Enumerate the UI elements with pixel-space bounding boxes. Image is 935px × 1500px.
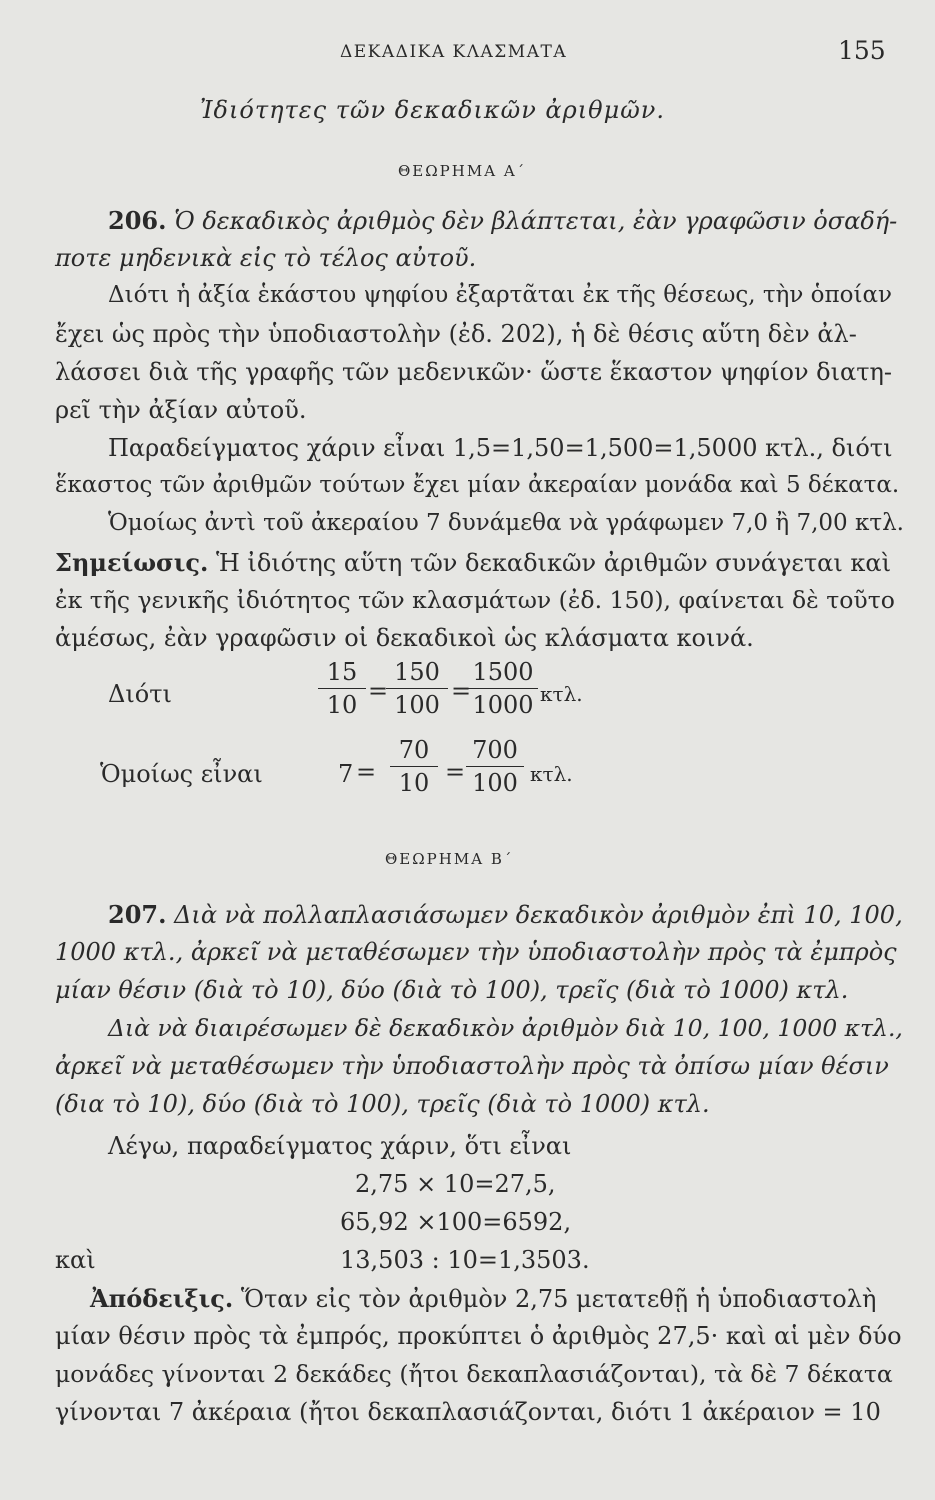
paragraph-line: ἕκαστος τῶν ἀριθμῶν τούτων ἔχει μίαν ἀκεραίαν μονάδα καὶ 5 δέκατα. <box>55 472 900 498</box>
equation-tail: κτλ. <box>540 682 583 706</box>
numerator: 150 <box>386 660 448 689</box>
fraction <box>468 660 538 717</box>
statement-line: Διὰ νὰ διαιρέσωμεν δὲ δεκαδικὸν ἀριθμὸν διὰ 10, 100, 1000 κτλ., <box>108 1014 903 1042</box>
fraction <box>318 660 366 717</box>
statement-text: Ὁ δεκαδικὸς ἀριθμὸς δὲν βλάπτεται, ἐὰν γραφῶσιν ὁσαδή- <box>174 207 898 235</box>
example-conjunction: καὶ <box>55 1246 96 1274</box>
numerator: 15 <box>318 660 366 689</box>
article-number-207: 207. <box>108 900 167 929</box>
example-equation: 2,75 × 10=27,5, <box>355 1170 556 1198</box>
statement-text: Διὰ νὰ πολλαπλασιάσωμεν δεκαδικὸν ἀριθμὸν ἐπὶ 10, 100, <box>174 901 903 929</box>
proof-line: μονάδες γίνονται 2 δεκάδες (ἤτοι δεκαπλασιάζονται), τὰ δὲ 7 δέκατα <box>55 1360 893 1388</box>
paragraph-line: ἀμέσως, ἐὰν γραφῶσιν οἱ δεκαδικοὶ ὡς κλάσματα κοινά. <box>55 624 754 652</box>
running-header: ΔΕΚΑΔΙΚΑ ΚΛΑΣΜΑΤΑ <box>340 42 568 62</box>
article-number-206: 206. <box>108 206 167 235</box>
equation-1-label: Διότι <box>108 680 172 708</box>
paragraph-line: Ὁμοίως ἀντὶ τοῦ ἀκεραίου 7 δυνάμεθα νὰ γράφωμεν 7,0 ἢ 7,00 κτλ. <box>108 510 904 536</box>
denominator: 10 <box>326 691 358 719</box>
statement-line: ἀρκεῖ νὰ μεταθέσωμεν τὴν ὑποδιαστολὴν πρὸς τὰ ὀπίσω μίαν θέσιν <box>55 1052 889 1080</box>
paragraph-line: ρεῖ τὴν ἀξίαν αὐτοῦ. <box>55 396 307 424</box>
proof-line: γίνονται 7 ἀκέραια (ἤτοι δεκαπλασιάζονται, διότι 1 ἀκέραιον = 10 <box>55 1398 881 1426</box>
note-label: Σημείωσις. <box>55 548 209 577</box>
denominator: 100 <box>394 691 440 719</box>
equals-sign: = <box>451 677 472 705</box>
theorem-a-statement-line-2: ποτε μηδενικὰ εἰς τὸ τέλος αὐτοῦ. <box>55 244 477 272</box>
numerator: 700 <box>466 738 524 767</box>
equals-sign: = <box>445 758 466 786</box>
fraction <box>466 738 524 795</box>
equals-sign: = <box>356 758 377 786</box>
note-line-1 <box>55 548 891 577</box>
equation-tail: κτλ. <box>530 762 573 786</box>
proof-text: Ὅταν εἰς τὸν ἀριθμὸν 2,75 μετατεθῇ ἡ ὑποδιαστολὴ <box>240 1285 877 1313</box>
numerator: 70 <box>390 738 438 767</box>
example-equation: 13,503 : 10=1,3503. <box>340 1246 590 1274</box>
example-intro: Λέγω, παραδείγματος χάριν, ὅτι εἶναι <box>108 1132 572 1160</box>
note-text: Ἡ ἰδιότης αὕτη τῶν δεκαδικῶν ἀριθμῶν συνάγεται καὶ <box>215 549 891 577</box>
denominator: 10 <box>398 769 430 797</box>
numerator: 1500 <box>468 660 538 689</box>
fraction <box>390 738 438 795</box>
statement-line: μίαν θέσιν (διὰ τὸ 10), δύο (διὰ τὸ 100), τρεῖς (διὰ τὸ 1000) κτλ. <box>55 976 849 1004</box>
paragraph-line: Διότι ἡ ἀξία ἑκάστου ψηφίου ἐξαρτᾶται ἐκ τῆς θέσεως, τὴν ὁποίαν <box>108 282 892 308</box>
equation-lead-value: 7 <box>338 760 354 788</box>
denominator: 100 <box>472 769 518 797</box>
proof-line-1 <box>90 1284 876 1313</box>
denominator: 1000 <box>472 691 534 719</box>
page-number: 155 <box>838 36 886 65</box>
paragraph-line: ἐκ τῆς γενικῆς ἰδιότητος τῶν κλασμάτων (ἐδ. 150), φαίνεται δὲ τοῦτο <box>55 586 895 614</box>
section-title: Ἰδιότητες τῶν δεκαδικῶν ἀριθμῶν. <box>200 96 665 124</box>
statement-line: (δια τὸ 10), δύο (διὰ τὸ 100), τρεῖς (διὰ τὸ 1000) κτλ. <box>55 1090 710 1118</box>
theorem-b-statement-line-1 <box>108 900 903 929</box>
example-equation: 65,92 ×100=6592, <box>340 1208 572 1236</box>
equation-2-label: Ὁμοίως εἶναι <box>100 760 263 788</box>
paragraph-line: Παραδείγματος χάριν εἶναι 1,5=1,50=1,500=1,5000 κτλ., διότι <box>108 434 893 462</box>
theorem-a-heading: ΘΕΩΡΗΜΑ Α΄ <box>398 162 527 180</box>
paragraph-line: ἔχει ὡς πρὸς τὴν ὑποδιαστολὴν (ἐδ. 202), ἡ δὲ θέσις αὕτη δὲν ἀλ- <box>55 320 857 348</box>
paragraph-line: λάσσει διὰ τῆς γραφῆς τῶν μεδενικῶν· ὥστε ἕκαστον ψηφίον διατη- <box>55 358 893 386</box>
equals-sign: = <box>368 677 389 705</box>
statement-line: 1000 κτλ., ἀρκεῖ νὰ μεταθέσωμεν τὴν ὑποδιαστολὴν πρὸς τὰ ἐμπρὸς <box>55 938 897 966</box>
theorem-a-statement-line-1 <box>108 206 897 235</box>
fraction <box>386 660 448 717</box>
proof-line: μίαν θέσιν πρὸς τὰ ἐμπρός, προκύπτει ὁ ἀριθμὸς 27,5· καὶ αἱ μὲν δύο <box>55 1322 902 1350</box>
theorem-b-heading: ΘΕΩΡΗΜΑ Β΄ <box>385 850 514 868</box>
proof-label: Ἀπόδειξις. <box>90 1284 234 1313</box>
